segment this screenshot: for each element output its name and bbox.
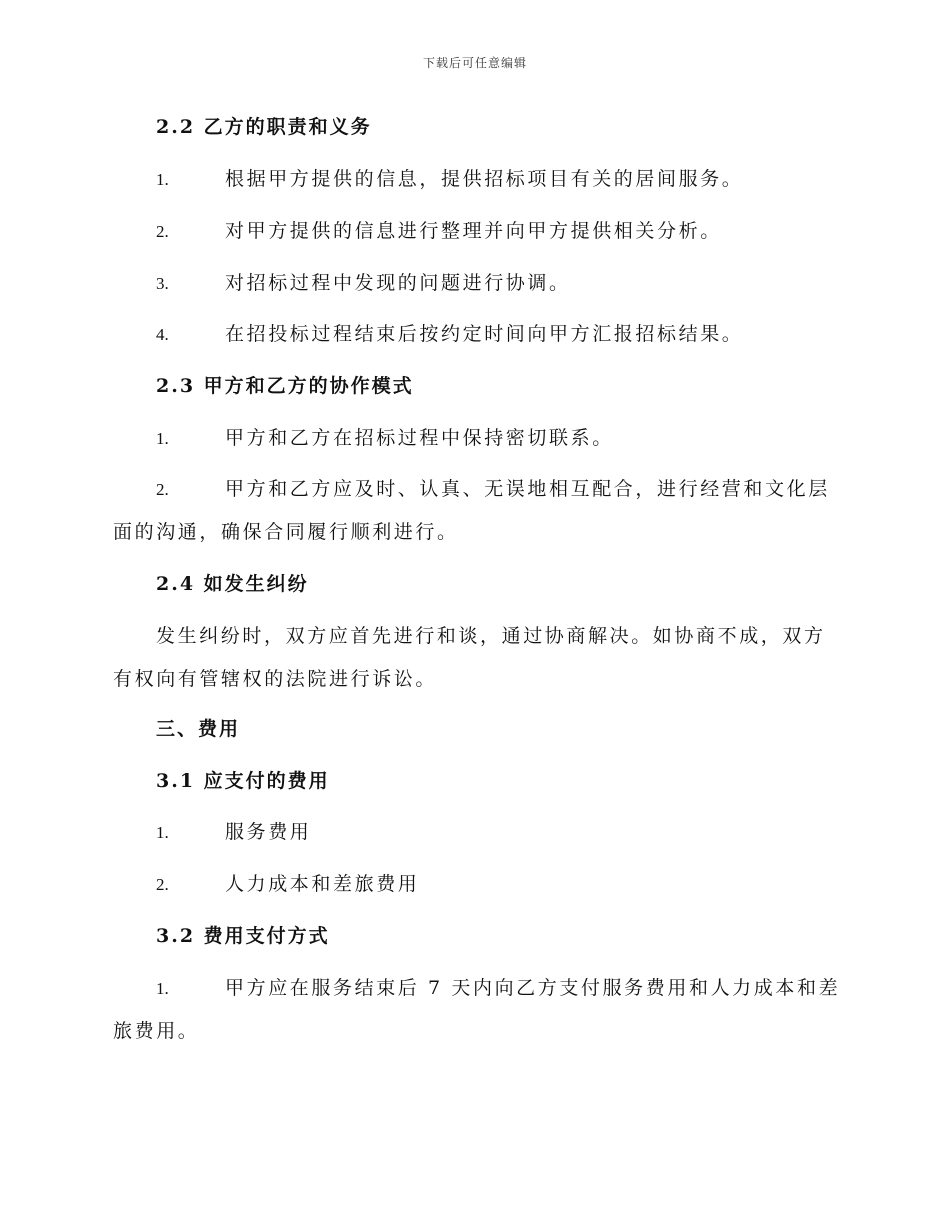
section-heading-3-2: 3.2 费用支付方式 bbox=[156, 925, 330, 947]
list-item-text: 人力成本和差旅费用 bbox=[225, 873, 420, 895]
list-item-number: 2. bbox=[156, 480, 169, 499]
section-heading-2-4: 2.4 如发生纠纷 bbox=[156, 573, 309, 595]
list-item-text: 甲方和乙方在招标过程中保持密切联系。 bbox=[225, 427, 614, 449]
list-item-text: 根据甲方提供的信息，提供招标项目有关的居间服务。 bbox=[225, 168, 744, 190]
list-item-text: 甲方应在服务结束后 7 天内向乙方支付服务费用和人力成本和差 bbox=[225, 977, 841, 999]
list-item-text: 在招投标过程结束后按约定时间向甲方汇报招标结果。 bbox=[225, 323, 744, 345]
list-item-number: 2. bbox=[156, 875, 169, 894]
section-heading-2-3: 2.3 甲方和乙方的协作模式 bbox=[156, 375, 414, 397]
section-heading-2-2: 2.2 乙方的职责和义务 bbox=[156, 116, 372, 138]
list-item-number: 3. bbox=[156, 274, 169, 293]
list-item-text: 对招标过程中发现的问题进行协调。 bbox=[225, 272, 571, 294]
list-item-text: 甲方和乙方应及时、认真、无误地相互配合，进行经营和文化层 bbox=[225, 478, 830, 500]
list-item-number: 1. bbox=[156, 823, 169, 842]
section-heading-3: 三、费用 bbox=[156, 718, 241, 740]
paragraph-text: 发生纠纷时，双方应首先进行和谈，通过协商解决。如协商不成，双方 bbox=[156, 625, 826, 647]
list-item-number: 1. bbox=[156, 429, 169, 448]
paragraph-text-continuation: 有权向有管辖权的法院进行诉讼。 bbox=[113, 668, 438, 690]
list-item-number: 1. bbox=[156, 170, 169, 189]
list-item-text: 对甲方提供的信息进行整理并向甲方提供相关分析。 bbox=[225, 220, 722, 242]
list-item-number: 1. bbox=[156, 979, 169, 998]
page-header: 下载后可任意编辑 bbox=[422, 56, 527, 70]
list-item-text-continuation: 旅费用。 bbox=[113, 1020, 200, 1042]
list-item-number: 4. bbox=[156, 325, 169, 344]
list-item-text-continuation: 面的沟通，确保合同履行顺利进行。 bbox=[113, 521, 459, 543]
section-heading-3-1: 3.1 应支付的费用 bbox=[156, 770, 330, 792]
list-item-text: 服务费用 bbox=[225, 821, 312, 843]
list-item-number: 2. bbox=[156, 222, 169, 241]
